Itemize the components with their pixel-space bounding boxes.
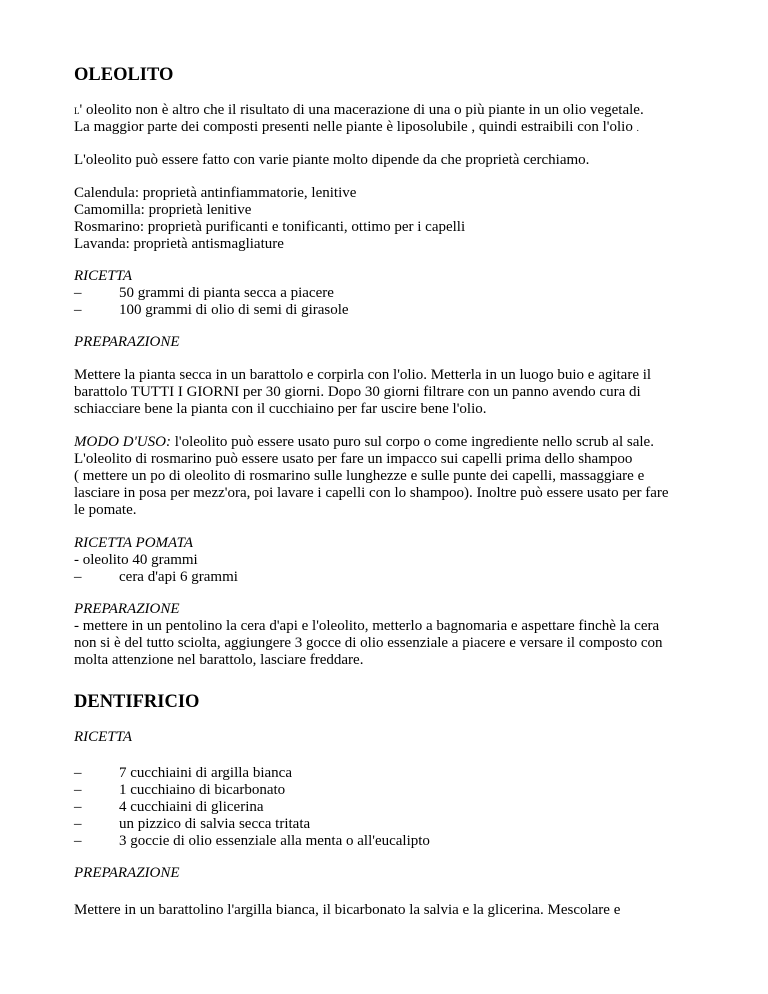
- plant-line: Calendula: proprietà antinfiammatorie, lenitive: [74, 185, 357, 201]
- preparation-heading: PREPARAZIONE: [74, 601, 180, 617]
- ointment-recipe-heading: RICETTA POMATA: [74, 535, 194, 551]
- usage-line: lasciare in posa per mezz'ora, poi lavare i capelli con lo shampoo). Inoltre può essere usato per fare: [74, 485, 669, 501]
- intro-small-l: L: [74, 106, 80, 116]
- dash-bullet: –: [74, 816, 82, 832]
- preparation-line: schiacciare bene la pianta con il cucchiaino per far uscire bene l'olio.: [74, 401, 487, 417]
- recipe-heading: RICETTA: [74, 268, 133, 284]
- usage-line: L'oleolito di rosmarino può essere usato per fare un impacco sui capelli prima dello shampoo: [74, 451, 633, 467]
- recipe-heading: RICETTA: [74, 729, 133, 745]
- preparation-line: Mettere in un barattolino l'argilla bianca, il bicarbonato la salvia e la glicerina. Mescolare e: [74, 902, 621, 918]
- preparation-line: Mettere la pianta secca in un barattolo e corpirla con l'olio. Metterla in un luogo buio e agitare il: [74, 367, 652, 383]
- section-title-dentifricio: DENTIFRICIO: [74, 692, 200, 712]
- intro-line-1: L' oleolito non è altro che il risultato di una macerazione di una o più piante in un olio vegetale.: [74, 102, 644, 118]
- variety-paragraph: L'oleolito può essere fatto con varie piante molto dipende da che proprietà cerchiamo.: [74, 152, 590, 168]
- dash-bullet: –: [74, 799, 82, 815]
- preparation-line: - mettere in un pentolino la cera d'api e l'oleolito, metterlo a bagnomaria e aspettare finchè la cera: [74, 618, 660, 634]
- preparation-line: non si è del tutto sciolta, aggiungere 3 gocce di olio essenziale a piacere e versare il composto con: [74, 635, 663, 651]
- usage-line: le pomate.: [74, 502, 137, 518]
- intro-line-2: La maggior parte dei composti presenti nelle piante è liposolubile , quindi estraibili con l'olio .: [74, 119, 639, 135]
- plant-line: Rosmarino: proprietà purificanti e tonificanti, ottimo per i capelli: [74, 219, 466, 235]
- dash-bullet: –: [74, 765, 82, 781]
- usage-line: ( mettere un po di oleolito di rosmarino sulle lunghezze e sulle punte dei capelli, massaggiare e: [74, 468, 645, 484]
- preparation-heading: PREPARAZIONE: [74, 865, 180, 881]
- ointment-item: - oleolito 40 grammi: [74, 552, 198, 568]
- plant-line: Lavanda: proprietà antismagliature: [74, 236, 284, 252]
- dash-bullet: –: [74, 782, 82, 798]
- dash-bullet: –: [74, 302, 82, 318]
- usage-line: MODO D'USO: l'oleolito può essere usato puro sul corpo o come ingrediente nello scrub al sale.: [74, 434, 654, 450]
- preparation-line: molta attenzione nel barattolo, lasciare freddare.: [74, 652, 364, 668]
- usage-heading: MODO D'USO:: [74, 434, 171, 450]
- document-page: OLEOLITO L' oleolito non è altro che il risultato di una macerazione di una o più piante in un olio vegetale. La maggior parte dei composti presenti nelle piante è liposolubile , quindi estraibili con l'olio . L'oleolito può essere fatto con varie piante molto dipende da che proprietà cerchiamo. Calendula: proprietà antinfiammatorie, lenitive Camomilla: proprietà lenitive Rosmarino: proprietà purificanti e tonificanti, ottimo per i capelli Lavanda: proprietà antismagliature RICETTA – 50 grammi di pianta secca a piacere – 100 grammi di olio di semi di girasole PREPARAZIONE Mettere la pianta secca in un barattolo e corpirla con l'olio. Metterla in un luogo buio e agitare il barattolo TUTTI I GIORNI per 30 giorni. Dopo 30 giorni filtrare con un panno avendo cura di schiacciare bene la pianta con il cucchiaino per far uscire bene l'olio. MODO D'USO: l'oleolito può essere usato puro sul corpo o come ingrediente nello scrub al sale. L'oleolito di rosmarino può essere usato per fare un impacco sui capelli prima dello shampoo ( mettere un po di oleolito di rosmarino sulle lunghezze e sulle punte dei capelli, massaggiare e lasciare in posa per mezz'ora, poi lavare i capelli con lo shampoo). Inoltre può essere usato per fare le pomate. RICETTA POMATA - oleolito 40 grammi – cera d'api 6 grammi PREPARAZIONE - mettere in un pentolino la cera d'api e l'oleolito, metterlo a bagnomaria e aspettare finchè la cera non si è del tutto sciolta, aggiungere 3 gocce di olio essenziale a piacere e versare il composto con molta attenzione nel barattolo, lasciare freddare. DENTIFRICIO RICETTA – 7 cucchiaini di argilla bianca – 1 cucchiaino di bicarbonato – 4 cucchiaini di glicerina – un pizzico di salvia secca tritata – 3 goccie di olio essenziale alla menta o all'eucalipto PREPARAZIONE Mettere in un barattolino l'argilla bianca, il bicarbonato la salvia e la glicerina. Mescolare e: [74, 65, 669, 918]
- dash-bullet: –: [74, 569, 82, 585]
- preparation-heading: PREPARAZIONE: [74, 334, 180, 350]
- section-title-oleolito: OLEOLITO: [74, 65, 174, 85]
- dash-bullet: –: [74, 833, 82, 849]
- dash-bullet: –: [74, 285, 82, 301]
- preparation-line: barattolo TUTTI I GIORNI per 30 giorni. Dopo 30 giorni filtrare con un panno avendo cura di: [74, 384, 641, 400]
- plant-line: Camomilla: proprietà lenitive: [74, 202, 252, 218]
